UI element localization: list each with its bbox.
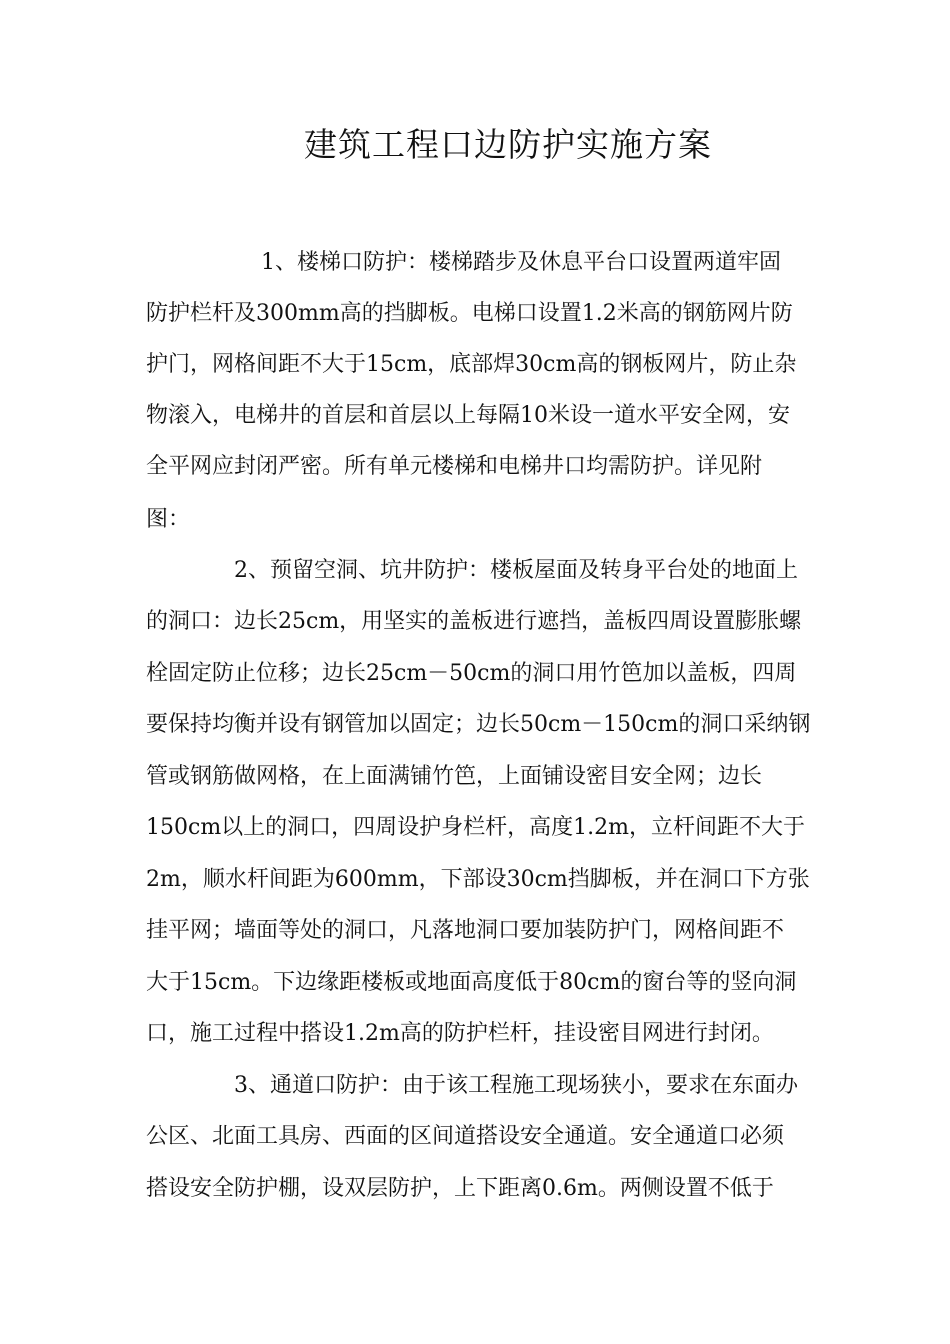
paragraph-3-line-3: 搭设安全防护棚，设双层防护，上下距离0.6m。两侧设置不低于: [146, 1176, 774, 1201]
paragraph-3-line-2: 公区、北面工具房、西面的区间道搭设安全通道。安全通道口必须: [146, 1124, 785, 1149]
paragraph-1-line-6: 图：: [146, 507, 191, 532]
paragraph-2-line-10: 口，施工过程中搭设1.2m高的防护栏杆，挂设密目网进行封闭。: [146, 1021, 774, 1046]
paragraph-2-line-5: 管或钢筋做网格，在上面满铺竹笆，上面铺设密目安全网；边长: [146, 764, 763, 789]
paragraph-1-line-3: 护门，网格间距不大于15cm，底部焊30cm高的钢板网片，防止杂: [146, 352, 797, 377]
paragraph-1-line-2: 防护栏杆及300mm高的挡脚板。电梯口设置1.2米高的钢筋网片防: [146, 301, 793, 326]
paragraph-2-line-4: 要保持均衡并设有钢管加以固定；边长50cm－150cm的洞口采纳钢: [146, 712, 811, 737]
paragraph-2-line-7: 2m，顺水杆间距为600mm，下部设30cm挡脚板，并在洞口下方张: [146, 867, 810, 892]
paragraph-2-line-9: 大于15cm。下边缘距楼板或地面高度低于80cm的窗台等的竖向洞: [146, 970, 797, 995]
paragraph-1-line-4: 物滚入，电梯井的首层和首层以上每隔10米设一道水平安全网，安: [146, 403, 790, 428]
document-title: 建筑工程口边防护实施方案: [304, 125, 712, 164]
paragraph-2-line-6: 150cm以上的洞口，四周设护身栏杆，高度1.2m，立杆间距不大于: [146, 815, 806, 840]
paragraph-2-line-2: 的洞口：边长25cm，用坚实的盖板进行遮挡，盖板四周设置膨胀螺: [146, 609, 802, 634]
paragraph-2-line-1: 2、预留空洞、坑井防护：楼板屋面及转身平台处的地面上: [234, 558, 798, 583]
paragraph-2-line-3: 栓固定防止位移；边长25cm－50cm的洞口用竹笆加以盖板，四周: [146, 661, 797, 686]
paragraph-2-line-8: 挂平网；墙面等处的洞口，凡落地洞口要加装防护门，网格间距不: [146, 918, 785, 943]
paragraph-1-line-5: 全平网应封闭严密。所有单元楼梯和电梯井口均需防护。详见附: [146, 454, 763, 479]
paragraph-1-line-1: 1、楼梯口防护：楼梯踏步及休息平台口设置两道牢固: [261, 250, 781, 275]
paragraph-3-line-1: 3、通道口防护：由于该工程施工现场狭小，要求在东面办: [234, 1073, 798, 1098]
